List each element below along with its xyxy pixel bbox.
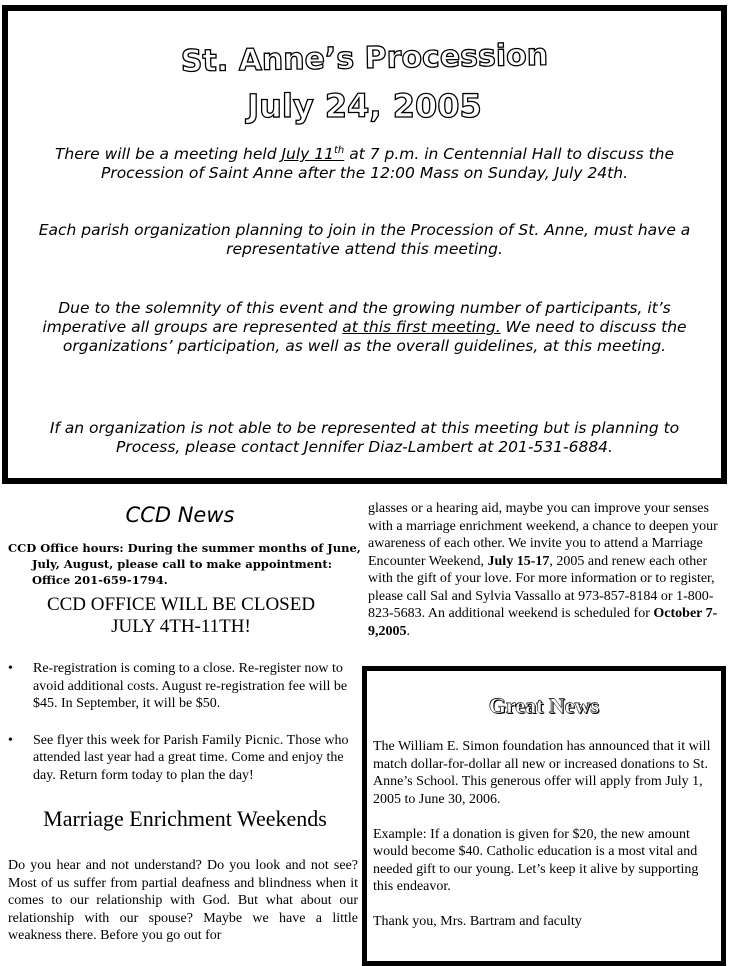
date-suffix: th bbox=[334, 145, 345, 156]
bullet-icon: • bbox=[8, 732, 13, 748]
list-item-text: See flyer this week for Parish Family Picnic. Those who attended last year had a great time. Come and enjoy the day. Return form today to plan the day! bbox=[33, 732, 349, 783]
great-news-body bbox=[373, 738, 717, 948]
procession-box bbox=[2, 5, 727, 484]
bullet-icon: • bbox=[8, 661, 13, 676]
procession-paragraph-2: Each parish organization planning to join in the Procession of St. Anne, must have a representative attend this meeting. bbox=[38, 221, 691, 258]
ccd-bullet-list bbox=[8, 660, 360, 803]
text-span: There will be a meeting held bbox=[54, 145, 282, 164]
procession-paragraph-3 bbox=[18, 299, 711, 356]
text-span: , 2005 and renew each other with the gift of your love. For more information or to register, please call Sal and Sylvia Vassallo at 973-857-8184 or 1-800-823-5683. An additional weekend is scheduled for bbox=[368, 553, 715, 621]
text-span: Due to the solemnity of this event and the growing number of participants, it’s imperative all groups are represented bbox=[42, 299, 671, 336]
great-news-signature: Thank you, Mrs. Bartram and faculty bbox=[373, 914, 582, 929]
ccd-office-hours: CCD Office hours: During the summer months of June, July, August, please call to make appointment: Office 201-659-1794. bbox=[8, 541, 361, 587]
marriage-body-continued bbox=[368, 500, 718, 640]
procession-date: July 24, 2005 bbox=[247, 87, 482, 125]
great-news-title: Great News bbox=[488, 693, 600, 718]
underlined-text: at this first meeting. bbox=[342, 318, 501, 336]
list-item-text: Re-registration is coming to a close. Re-register now to avoid additional costs. August re-registration fee will be $45. In September, it will be $50. bbox=[33, 661, 348, 711]
meeting-date: July 11 bbox=[281, 145, 334, 164]
list-item bbox=[8, 732, 360, 785]
procession-paragraph-4: If an organization is not able to be represented at this meeting but is planning to Process, please contact Jennifer Diaz-Lambert at 201-531-6884. bbox=[49, 419, 680, 456]
marriage-title: Marriage Enrichment Weekends bbox=[43, 806, 327, 831]
weekend-date-2: October 7-9,2005 bbox=[368, 606, 718, 639]
text-span: glasses or a hearing aid, maybe you can improve your senses with a marriage enrichment weekend, a chance to deepen your awareness of each other. We invite you to attend a Marriage Encounter Weekend, bbox=[368, 501, 718, 569]
text-span: . bbox=[406, 623, 410, 639]
marriage-body: Do you hear and not understand? Do you look and not see? Most of us suffer from partial deafness and blindness when it comes to our relationship with God. But what about our relationship with our spouse? Maybe we have a little weakness there. Before you go out for bbox=[8, 858, 358, 943]
weekend-date-1: July 15-17 bbox=[487, 553, 550, 569]
procession-title: St. Anne’s Procession bbox=[180, 37, 549, 80]
procession-paragraph-1 bbox=[18, 141, 711, 183]
great-news-paragraph-1: The William E. Simon foundation has announced that it will match dollar-for-dollar all new or increased donations to St. Anne’s School. This generous offer will apply from July 1, 2005 to June 30, 2006. bbox=[373, 739, 711, 807]
text-span: We need to discuss the organizations’ participation, as well as the overall guidelines, at this meeting. bbox=[62, 318, 687, 355]
great-news-box bbox=[362, 666, 726, 966]
great-news-paragraph-2: Example: If a donation is given for $20, the new amount would become $40. Catholic education is a most vital and needed gift to our young. Let’s keep it alive by supporting this endeavor. bbox=[373, 826, 699, 894]
closed-line-1: CCD OFFICE WILL BE CLOSED bbox=[46, 594, 316, 615]
closed-line-2: JULY 4TH-11TH! bbox=[111, 616, 251, 637]
text-span: at 7 p.m. in Centennial Hall to discuss the Procession of Saint Anne after the 12:00 Mass on Sunday, July 24th. bbox=[100, 145, 675, 183]
ccd-closed-notice bbox=[0, 594, 362, 638]
list-item bbox=[8, 660, 360, 713]
ccd-news-title: CCD News bbox=[125, 503, 235, 527]
